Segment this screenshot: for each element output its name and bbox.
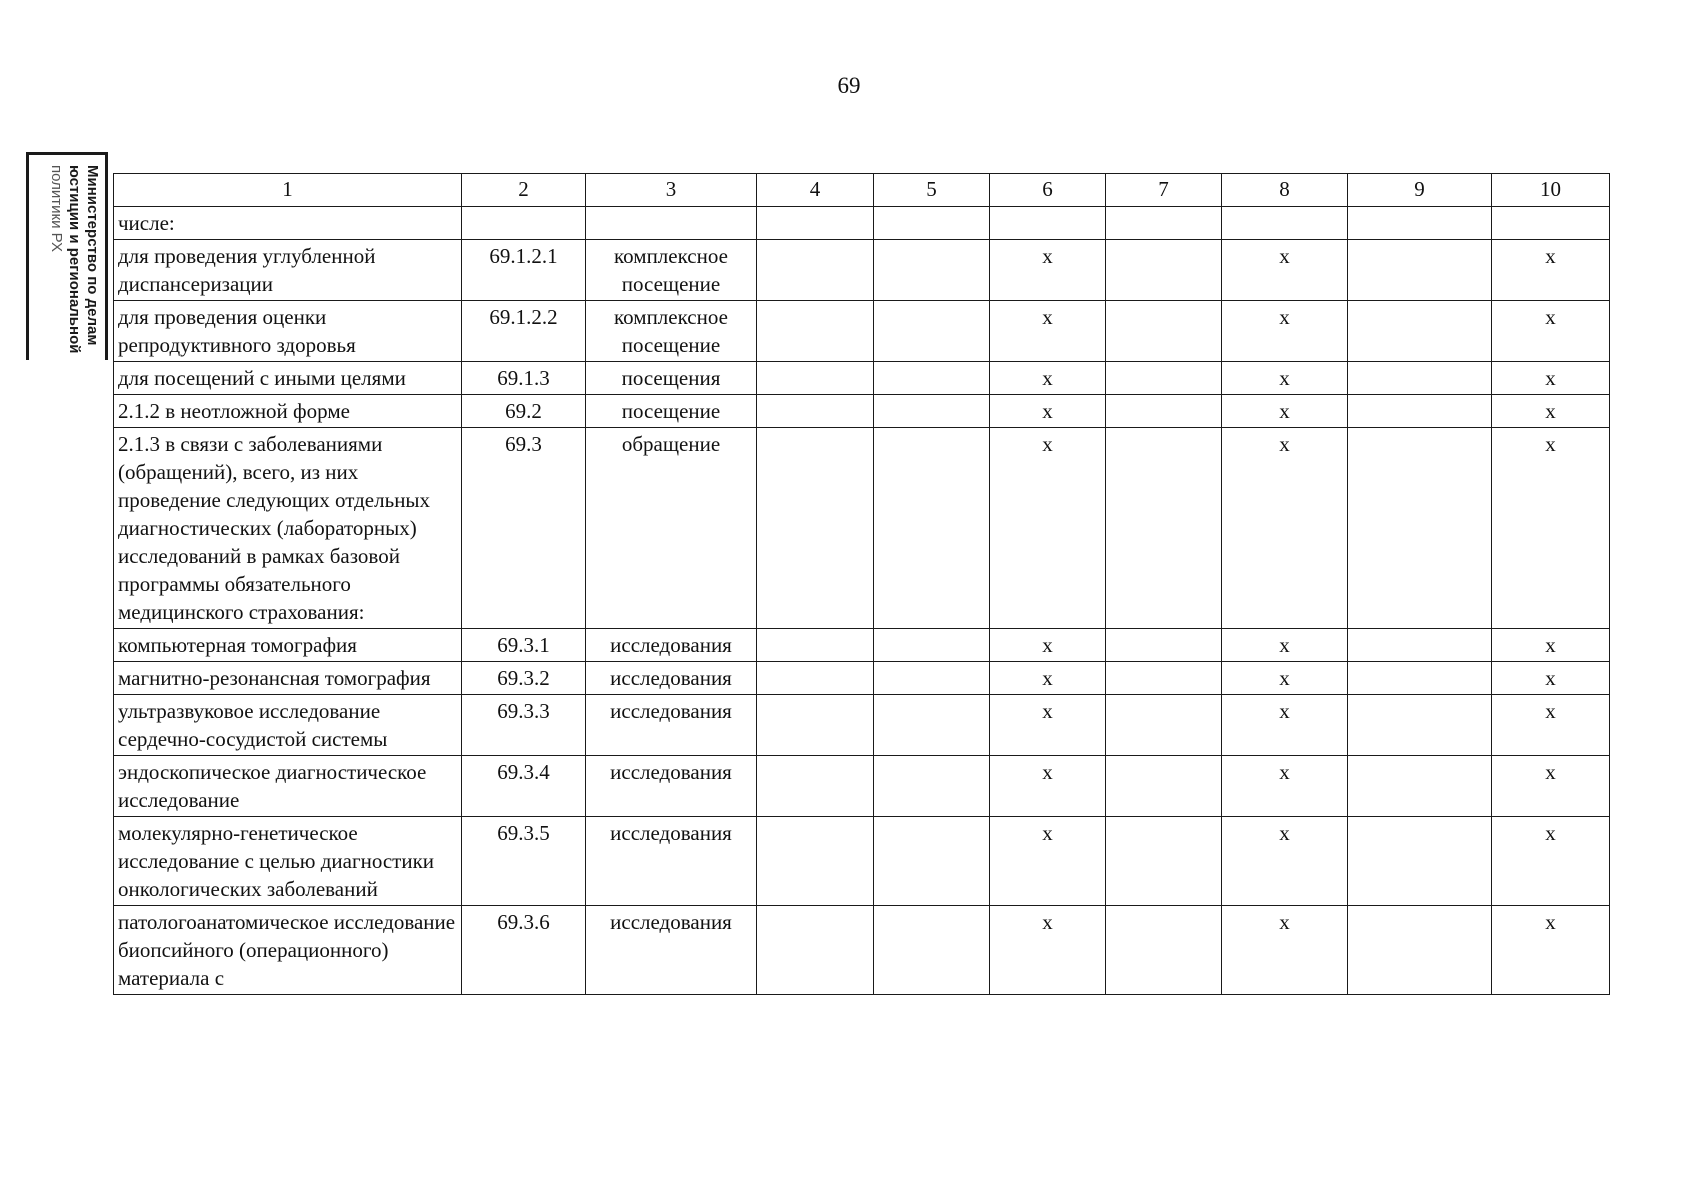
table-row	[114, 629, 1610, 662]
row-col6-cell: х	[990, 817, 1106, 906]
row-col10-cell: х	[1492, 395, 1610, 428]
row-col5-cell	[874, 629, 990, 662]
row-code-cell: 69.1.3	[462, 362, 586, 395]
column-header-6: 6	[990, 174, 1106, 207]
row-col10-cell: х	[1492, 817, 1610, 906]
row-unit-cell	[586, 207, 757, 240]
table-row	[114, 207, 1610, 240]
row-col8-cell: х	[1222, 629, 1348, 662]
row-col7-cell	[1106, 695, 1222, 756]
row-col5-cell	[874, 240, 990, 301]
row-col7-cell	[1106, 629, 1222, 662]
row-name-cell: компьютерная томография	[114, 629, 462, 662]
stamp-line-3: политики РХ	[48, 165, 65, 252]
row-code-cell: 69.3.3	[462, 695, 586, 756]
row-col7-cell	[1106, 756, 1222, 817]
ministry-stamp	[22, 150, 110, 360]
row-col8-cell: х	[1222, 906, 1348, 995]
row-col4-cell	[757, 817, 874, 906]
row-name-cell: для посещений с иными целями	[114, 362, 462, 395]
row-col6-cell: х	[990, 428, 1106, 629]
row-unit-cell: посещения	[586, 362, 757, 395]
row-col4-cell	[757, 906, 874, 995]
row-col4-cell	[757, 428, 874, 629]
row-col4-cell	[757, 301, 874, 362]
row-col4-cell	[757, 662, 874, 695]
row-unit-cell: комплексное посещение	[586, 240, 757, 301]
row-col8-cell: х	[1222, 428, 1348, 629]
row-col9-cell	[1348, 695, 1492, 756]
row-col10-cell: х	[1492, 906, 1610, 995]
row-code-cell: 69.3.6	[462, 906, 586, 995]
row-col6-cell: х	[990, 395, 1106, 428]
column-header-3: 3	[586, 174, 757, 207]
row-col9-cell	[1348, 301, 1492, 362]
row-code-cell: 69.3.5	[462, 817, 586, 906]
row-col9-cell	[1348, 207, 1492, 240]
row-code-cell: 69.1.2.1	[462, 240, 586, 301]
row-col4-cell	[757, 362, 874, 395]
row-unit-cell: обращение	[586, 428, 757, 629]
row-col10-cell: х	[1492, 662, 1610, 695]
table-row	[114, 906, 1610, 995]
row-col8-cell: х	[1222, 756, 1348, 817]
column-header-7: 7	[1106, 174, 1222, 207]
data-table	[113, 173, 1610, 995]
row-unit-cell: исследования	[586, 906, 757, 995]
row-code-cell: 69.3.2	[462, 662, 586, 695]
row-col4-cell	[757, 695, 874, 756]
table-row	[114, 817, 1610, 906]
row-name-cell: числе:	[114, 207, 462, 240]
row-col9-cell	[1348, 240, 1492, 301]
column-header-10: 10	[1492, 174, 1610, 207]
row-col9-cell	[1348, 395, 1492, 428]
row-col6-cell: х	[990, 301, 1106, 362]
row-unit-cell: комплексное посещение	[586, 301, 757, 362]
row-col10-cell: х	[1492, 428, 1610, 629]
row-col8-cell: х	[1222, 240, 1348, 301]
row-col8-cell: х	[1222, 817, 1348, 906]
table-row	[114, 662, 1610, 695]
table-row	[114, 695, 1610, 756]
row-col5-cell	[874, 817, 990, 906]
row-col6-cell: х	[990, 756, 1106, 817]
row-col9-cell	[1348, 629, 1492, 662]
row-name-cell: 2.1.2 в неотложной форме	[114, 395, 462, 428]
row-col5-cell	[874, 301, 990, 362]
row-col5-cell	[874, 362, 990, 395]
row-col9-cell	[1348, 817, 1492, 906]
table-row	[114, 395, 1610, 428]
page-number: 69	[837, 73, 861, 98]
row-unit-cell: исследования	[586, 662, 757, 695]
row-col5-cell	[874, 906, 990, 995]
row-col4-cell	[757, 240, 874, 301]
row-col5-cell	[874, 756, 990, 817]
column-header-8: 8	[1222, 174, 1348, 207]
row-col9-cell	[1348, 662, 1492, 695]
row-unit-cell: исследования	[586, 756, 757, 817]
column-header-1: 1	[114, 174, 462, 207]
row-col10-cell: х	[1492, 362, 1610, 395]
row-col6-cell	[990, 207, 1106, 240]
row-unit-cell: исследования	[586, 817, 757, 906]
table-row	[114, 240, 1610, 301]
row-name-cell: магнитно-резонансная томография	[114, 662, 462, 695]
row-col10-cell: х	[1492, 240, 1610, 301]
row-code-cell: 69.3.4	[462, 756, 586, 817]
row-code-cell: 69.3	[462, 428, 586, 629]
table-row	[114, 301, 1610, 362]
row-col5-cell	[874, 395, 990, 428]
row-col7-cell	[1106, 395, 1222, 428]
row-col5-cell	[874, 695, 990, 756]
row-name-cell: для проведения оценки репродуктивного здоровья	[114, 301, 462, 362]
table-header-row	[114, 174, 1610, 207]
column-header-5: 5	[874, 174, 990, 207]
row-col10-cell: х	[1492, 629, 1610, 662]
row-col10-cell	[1492, 207, 1610, 240]
row-col8-cell	[1222, 207, 1348, 240]
row-col9-cell	[1348, 428, 1492, 629]
row-col6-cell: х	[990, 362, 1106, 395]
row-col4-cell	[757, 756, 874, 817]
table-row	[114, 428, 1610, 629]
row-code-cell: 69.1.2.2	[462, 301, 586, 362]
row-col7-cell	[1106, 662, 1222, 695]
row-code-cell: 69.3.1	[462, 629, 586, 662]
table-row	[114, 756, 1610, 817]
row-col8-cell: х	[1222, 301, 1348, 362]
row-col5-cell	[874, 662, 990, 695]
row-name-cell: молекулярно-генетическое исследование с целью диагностики онкологических заболеваний	[114, 817, 462, 906]
row-name-cell: ультразвуковое исследование сердечно-сосудистой системы	[114, 695, 462, 756]
row-col10-cell: х	[1492, 301, 1610, 362]
row-col7-cell	[1106, 428, 1222, 629]
row-name-cell: 2.1.3 в связи с заболеваниями (обращений), всего, из них проведение следующих отдельных диагностических (лабораторных) исследований в рамках базовой программы обязательного медицинского страхования:	[114, 428, 462, 629]
row-col7-cell	[1106, 817, 1222, 906]
row-col7-cell	[1106, 906, 1222, 995]
stamp-frame	[26, 152, 108, 360]
row-col6-cell: х	[990, 906, 1106, 995]
row-col8-cell: х	[1222, 662, 1348, 695]
row-col10-cell: х	[1492, 695, 1610, 756]
row-col7-cell	[1106, 207, 1222, 240]
table-row	[114, 362, 1610, 395]
row-unit-cell: исследования	[586, 695, 757, 756]
row-col10-cell: х	[1492, 756, 1610, 817]
row-code-cell: 69.2	[462, 395, 586, 428]
row-col5-cell	[874, 207, 990, 240]
row-name-cell: патологоанатомическое исследование биопсийного (операционного) материала с	[114, 906, 462, 995]
row-unit-cell: исследования	[586, 629, 757, 662]
row-col6-cell: х	[990, 662, 1106, 695]
row-col8-cell: х	[1222, 362, 1348, 395]
row-col4-cell	[757, 395, 874, 428]
row-col9-cell	[1348, 906, 1492, 995]
row-col7-cell	[1106, 301, 1222, 362]
column-header-4: 4	[757, 174, 874, 207]
row-col7-cell	[1106, 362, 1222, 395]
row-col5-cell	[874, 428, 990, 629]
row-col9-cell	[1348, 362, 1492, 395]
column-header-2: 2	[462, 174, 586, 207]
row-col4-cell	[757, 207, 874, 240]
row-col6-cell: х	[990, 695, 1106, 756]
stamp-line-1: Министерство по делам	[84, 165, 101, 346]
row-col6-cell: х	[990, 240, 1106, 301]
row-col8-cell: х	[1222, 395, 1348, 428]
row-col6-cell: х	[990, 629, 1106, 662]
stamp-line-2: юстиции и региональной	[66, 165, 83, 354]
row-col8-cell: х	[1222, 695, 1348, 756]
row-code-cell	[462, 207, 586, 240]
row-col4-cell	[757, 629, 874, 662]
column-header-9: 9	[1348, 174, 1492, 207]
row-name-cell: эндоскопическое диагностическое исследование	[114, 756, 462, 817]
row-col9-cell	[1348, 756, 1492, 817]
row-col7-cell	[1106, 240, 1222, 301]
row-name-cell: для проведения углубленной диспансеризации	[114, 240, 462, 301]
row-unit-cell: посещение	[586, 395, 757, 428]
